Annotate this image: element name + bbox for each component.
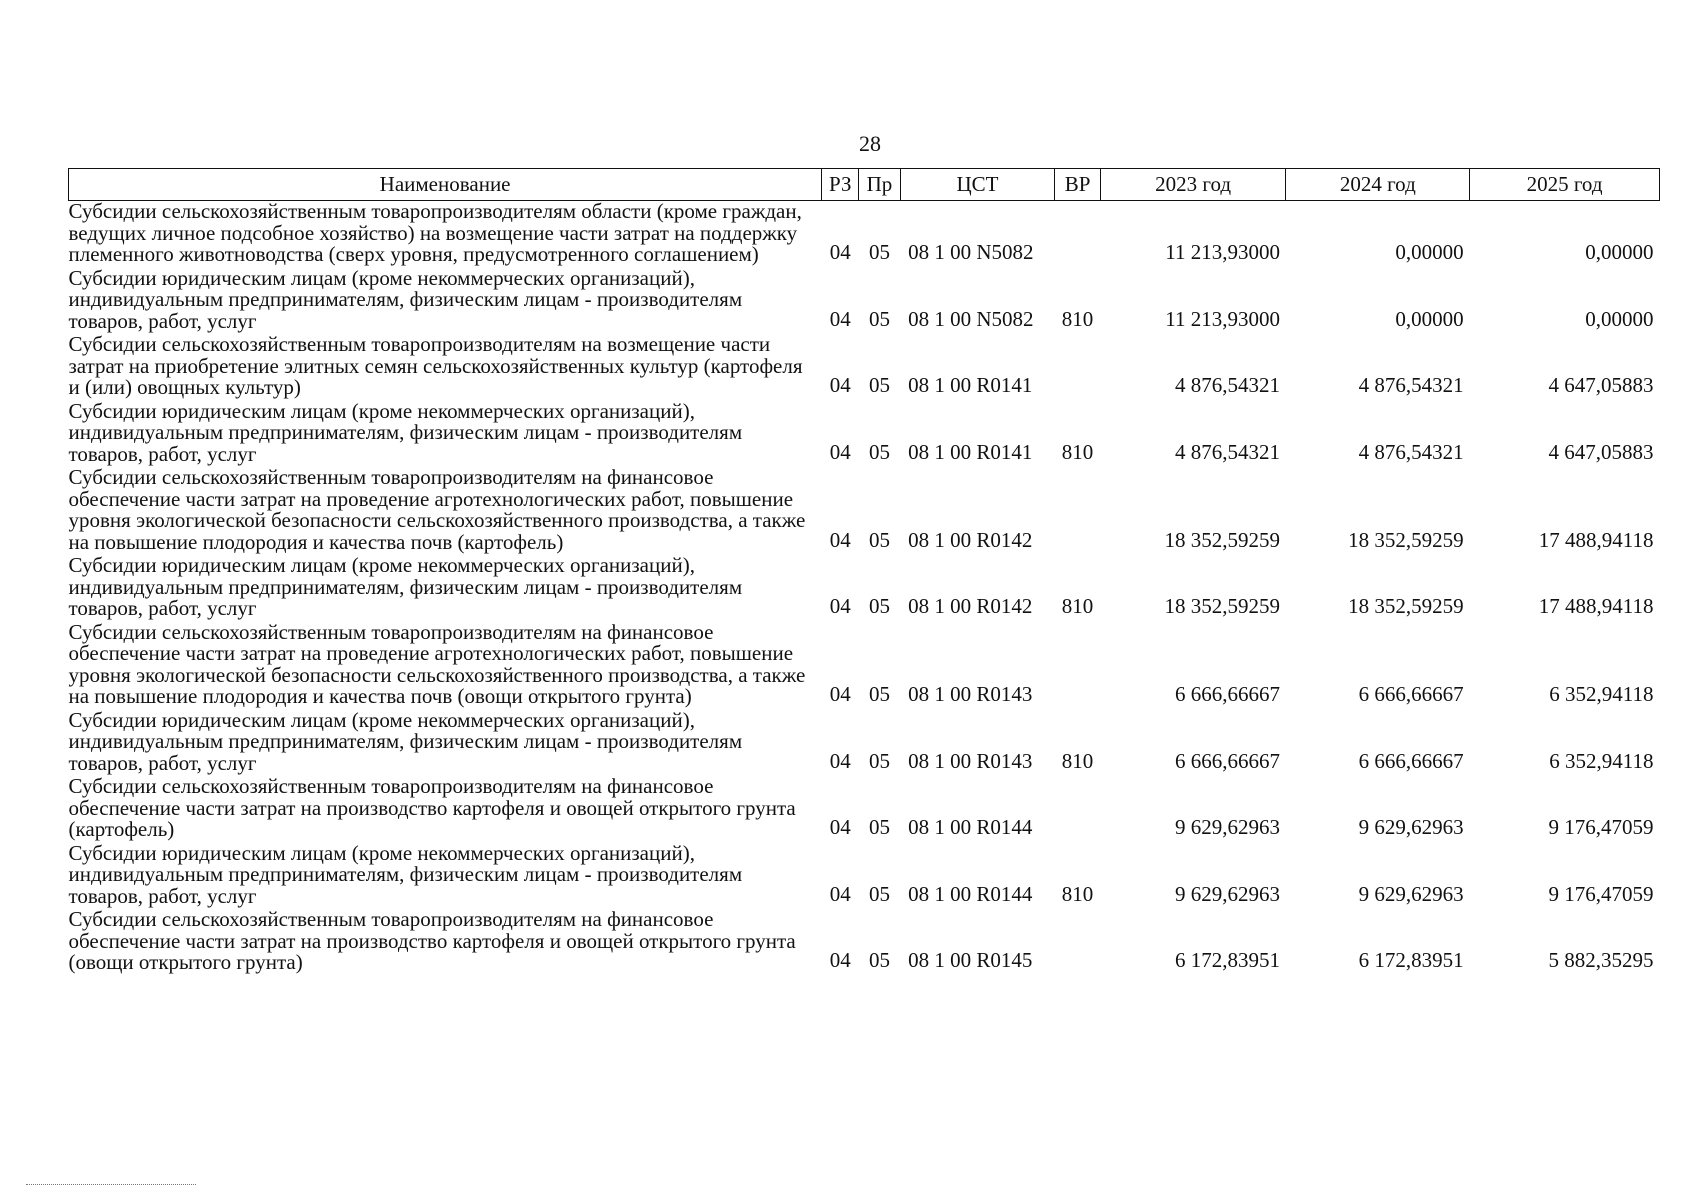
cell-vr: [1055, 467, 1100, 555]
cell-2023: 6 666,66667: [1174, 682, 1280, 706]
cell-rz: 04: [829, 240, 851, 264]
cell-rz: 04: [829, 373, 851, 397]
cell-cst: 08 1 00 R0142: [908, 527, 1033, 552]
cell-name: Субсидии юридическим лицам (кроме некоммерческих организаций), индивидуальным предпринимателям, физическим лицам - производителям товаров, работ, услуг: [68, 398, 743, 466]
cell-2025: 6 352,94118: [1549, 748, 1654, 773]
cell-2025: 9 176,47059: [1548, 815, 1654, 839]
cell-rz: 04: [829, 682, 851, 706]
cell-2024: 0,00000: [1395, 240, 1464, 264]
cell-pr: 05: [868, 948, 890, 972]
cell-2024: 4 876,54321: [1358, 373, 1464, 397]
table-row: [69, 201, 1660, 268]
header-2023: 2023 год: [1100, 169, 1286, 201]
budget-table: [68, 168, 1660, 976]
table-row: [69, 268, 1660, 335]
header-2024: 2024 год: [1286, 169, 1470, 201]
cell-name: Субсидии юридическим лицам (кроме некоммерческих организаций), индивидуальным предпринимателям, физическим лицам - производителям товаров, работ, услуг: [68, 265, 743, 333]
cell-pr: 05: [868, 240, 890, 264]
cell-vr: [1055, 334, 1100, 401]
cell-2023: 4 876,54321: [1174, 373, 1280, 397]
cell-cst: 08 1 00 N5082: [908, 240, 1034, 264]
cell-vr: 810: [1061, 594, 1094, 618]
cell-2025: 6 352,94118: [1549, 682, 1654, 706]
cell-2024: 9 629,62963: [1358, 815, 1464, 839]
cell-vr: 810: [1061, 439, 1094, 464]
cell-2025: 9 176,47059: [1548, 881, 1654, 906]
cell-2023: 9 629,62963: [1174, 815, 1280, 839]
cell-cst: 08 1 00 N5082: [908, 306, 1034, 331]
cell-pr: 05: [868, 373, 890, 397]
cell-2025: 0,00000: [1585, 306, 1654, 331]
cell-2023: 11 213,93000: [1165, 240, 1280, 264]
cell-pr: 05: [868, 594, 890, 618]
cell-pr: 05: [868, 748, 890, 773]
cell-name: Субсидии сельскохозяйственным товаропроизводителям области (кроме граждан, ведущих личное подсобное хозяйство) на возмещение части затрат на поддержку племенного животноводства (сверх уровня, предусмотренного соглашением): [68, 199, 802, 266]
cell-2023: 9 629,62963: [1174, 881, 1280, 906]
cell-2025: 17 488,94118: [1538, 594, 1654, 618]
cell-cst: 08 1 00 R0141: [908, 439, 1033, 464]
cell-rz: 04: [829, 815, 851, 839]
table-row: [69, 555, 1660, 622]
cell-name: Субсидии сельскохозяйственным товаропроизводителям на возмещение части затрат на приобретение элитных семян сельскохозяйственных культур (картофеля и (или) овощных культур): [68, 332, 803, 399]
header-rz: РЗ: [822, 169, 859, 201]
cell-2024: 6 666,66667: [1358, 748, 1464, 773]
cell-vr: 810: [1061, 881, 1094, 906]
cell-2024: 9 629,62963: [1358, 881, 1464, 906]
table-header: [69, 169, 1660, 201]
cell-2024: 18 352,59259: [1348, 594, 1464, 618]
cell-cst: 08 1 00 R0142: [908, 594, 1033, 618]
cell-rz: 04: [829, 439, 851, 464]
table-row: [69, 401, 1660, 468]
table-row: [69, 334, 1660, 401]
cell-name: Субсидии сельскохозяйственным товаропроизводителям на финансовое обеспечение части затрат на производство картофеля и овощей открытого грунта (овощи открытого грунта): [68, 907, 796, 974]
table-row: [69, 467, 1660, 555]
cell-2024: 6 666,66667: [1358, 682, 1464, 706]
cell-2023: 11 213,93000: [1165, 306, 1280, 331]
cell-2025: 4 647,05883: [1548, 439, 1654, 464]
header-cst: ЦСТ: [900, 169, 1055, 201]
cell-pr: 05: [868, 881, 890, 906]
cell-2023: 6 172,83951: [1174, 948, 1280, 972]
cell-2023: 4 876,54321: [1174, 439, 1280, 464]
header-pr: Пр: [859, 169, 900, 201]
cell-pr: 05: [868, 815, 890, 839]
cell-cst: 08 1 00 R0145: [908, 948, 1033, 972]
cell-name: Субсидии сельскохозяйственным товаропроизводителям на финансовое обеспечение части затрат на производство картофеля и овощей открытого грунта (картофель): [68, 774, 796, 841]
cell-name: Субсидии юридическим лицам (кроме некоммерческих организаций), индивидуальным предпринимателям, физическим лицам - производителям товаров, работ, услуг: [68, 840, 743, 908]
cell-vr: 810: [1061, 748, 1094, 773]
cell-rz: 04: [829, 748, 851, 773]
cell-name: Субсидии юридическим лицам (кроме некоммерческих организаций), индивидуальным предпринимателям, физическим лицам - производителям товаров, работ, услуг: [68, 707, 743, 775]
header-2025: 2025 год: [1470, 169, 1660, 201]
table-row: [69, 622, 1660, 710]
cell-cst: 08 1 00 R0143: [908, 682, 1033, 706]
cell-2025: 4 647,05883: [1548, 373, 1654, 397]
cell-vr: [1055, 776, 1100, 843]
cell-rz: 04: [829, 527, 851, 552]
cell-pr: 05: [868, 439, 890, 464]
table-body: [69, 201, 1660, 976]
cell-cst: 08 1 00 R0143: [908, 748, 1033, 773]
cell-cst: 08 1 00 R0144: [908, 881, 1033, 906]
cell-name: Субсидии сельскохозяйственным товаропроизводителям на финансовое обеспечение части затрат на проведение агротехнологических работ, повышение уровня экологической безопасности сельскохозяйственного производства, а также на повышение плодородия и качества почв (картофель): [68, 465, 806, 554]
cell-name: Субсидии сельскохозяйственным товаропроизводителям на финансовое обеспечение части затрат на проведение агротехнологических работ, повышение уровня экологической безопасности сельскохозяйственного производства, а также на повышение плодородия и качества почв (овощи открытого грунта): [68, 619, 806, 708]
cell-2025: 0,00000: [1585, 240, 1654, 264]
table-row: [69, 710, 1660, 777]
table-row: [69, 843, 1660, 910]
cell-pr: 05: [868, 527, 890, 552]
header-vr: ВР: [1055, 169, 1100, 201]
header-name: Наименование: [69, 169, 822, 201]
cell-vr: 810: [1061, 306, 1094, 331]
cell-rz: 04: [829, 594, 851, 618]
cell-2023: 18 352,59259: [1164, 527, 1280, 552]
cell-pr: 05: [868, 682, 890, 706]
cell-2024: 4 876,54321: [1358, 439, 1464, 464]
cell-name: Субсидии юридическим лицам (кроме некоммерческих организаций), индивидуальным предпринимателям, физическим лицам - производителям товаров, работ, услуг: [68, 553, 743, 620]
cell-vr: [1055, 909, 1100, 976]
table-row: [69, 776, 1660, 843]
cell-rz: 04: [829, 948, 851, 972]
cell-rz: 04: [829, 306, 851, 331]
cell-2024: 6 172,83951: [1358, 948, 1464, 972]
footer-divider: [26, 1184, 196, 1185]
cell-rz: 04: [829, 881, 851, 906]
cell-2024: 18 352,59259: [1348, 527, 1464, 552]
cell-2023: 6 666,66667: [1174, 748, 1280, 773]
cell-pr: 05: [868, 306, 890, 331]
cell-cst: 08 1 00 R0141: [908, 373, 1033, 397]
cell-vr: [1055, 201, 1100, 268]
cell-cst: 08 1 00 R0144: [908, 815, 1033, 839]
table-row: [69, 909, 1660, 976]
cell-vr: [1055, 622, 1100, 710]
page-number: 28: [859, 131, 881, 156]
cell-2024: 0,00000: [1395, 306, 1464, 331]
cell-2023: 18 352,59259: [1164, 594, 1280, 618]
cell-2025: 17 488,94118: [1538, 527, 1654, 552]
cell-2025: 5 882,35295: [1548, 948, 1654, 972]
